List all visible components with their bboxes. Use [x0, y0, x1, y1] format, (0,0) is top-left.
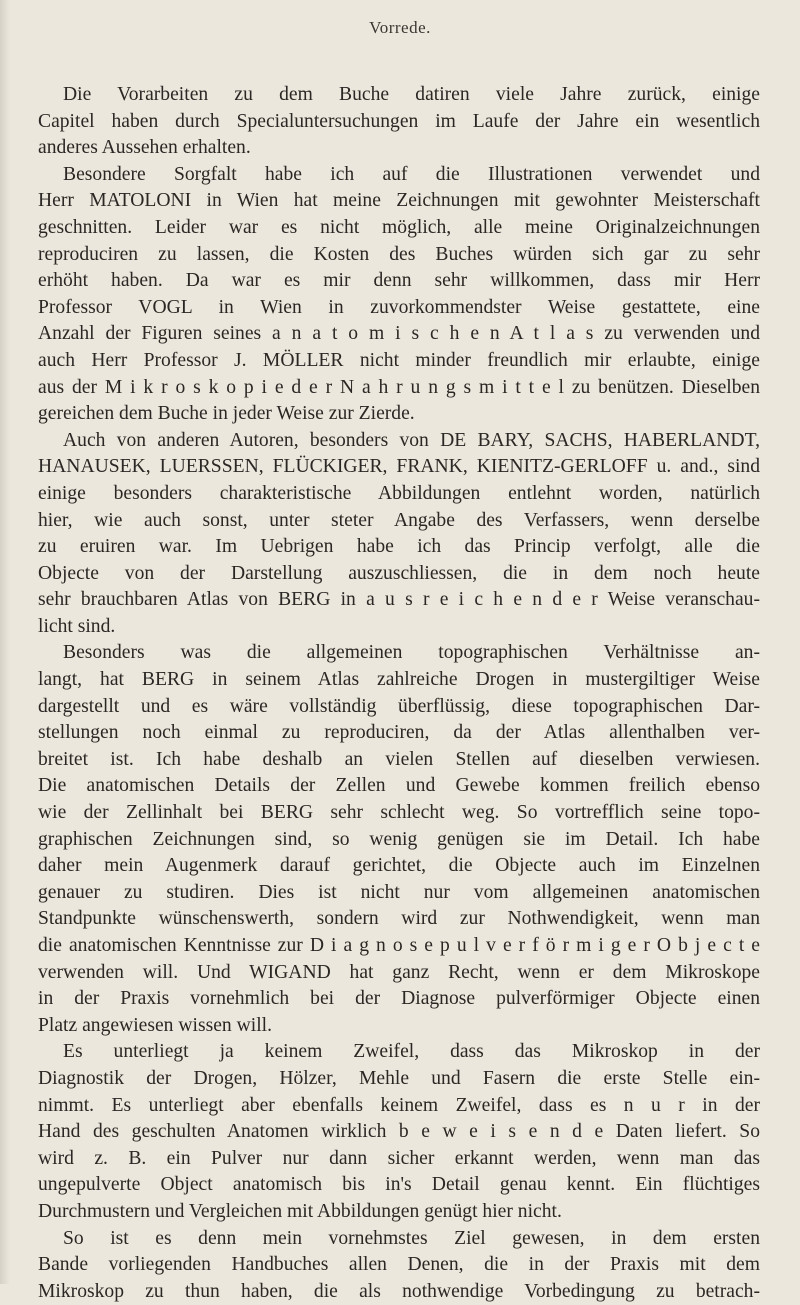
- running-title: Vorrede.: [369, 18, 431, 37]
- text-line: nimmt. Es unterliegt aber ebenfalls keinem Zweifel, dass es n u r in der: [38, 1094, 760, 1116]
- text-line: graphischen Zeichnungen sind, so wenig genügen sie im Detail. Ich habe: [38, 828, 760, 850]
- text-line: hier, wie auch sonst, unter steter Angabe des Verfassers, wenn derselbe: [38, 509, 760, 531]
- text-line: stellungen noch einmal zu reproduciren, da der Atlas allenthalben ver-: [38, 722, 760, 744]
- text-line: ungepulverte Object anatomisch bis in's Detail genau kennt. Ein flüchtiges: [38, 1174, 760, 1196]
- text-line: sehr brauchbaren Atlas von BERG in a u s r e i c h e n d e r Weise veranschau-: [38, 589, 760, 611]
- page-edge-shadow: [0, 0, 10, 1284]
- text-line: genauer zu studiren. Dies ist nicht nur vom allgemeinen anatomischen: [38, 881, 760, 903]
- text-line: verwenden will. Und WIGAND hat ganz Recht, wenn er dem Mikroskope: [38, 961, 760, 983]
- text-line: Standpunkte wünschenswerth, sondern wird zur Nothwendigkeit, wenn man: [38, 908, 760, 930]
- text-line: wie der Zellinhalt bei BERG sehr schlecht weg. So vortrefflich seine topo-: [38, 802, 760, 824]
- text-line: Diagnostik der Drogen, Hölzer, Mehle und Fasern die erste Stelle ein-: [38, 1067, 760, 1089]
- text-line: Anzahl der Figuren seines a n a t o m i s c h e n A t l a s zu verwenden und: [38, 323, 760, 345]
- text-line: zu eruiren war. Im Uebrigen habe ich das Princip verfolgt, alle die: [38, 536, 760, 558]
- text-line: Platz angewiesen wissen will.: [38, 1014, 272, 1036]
- text-line: licht sind.: [38, 615, 116, 637]
- text-line: Objecte von der Darstellung auszuschliessen, die in dem noch heute: [38, 562, 760, 584]
- text-line: in der Praxis vornehmlich bei der Diagnose pulverförmiger Objecte einen: [38, 988, 760, 1010]
- text-line: Bande vorliegenden Handbuches allen Denen, die in der Praxis mit dem: [38, 1254, 760, 1276]
- text-line: Mikroskop zu thun haben, die als nothwendige Vorbedingung zu betrach-: [38, 1280, 760, 1302]
- text-line: Die Vorarbeiten zu dem Buche datiren viele Jahre zurück, einige: [63, 84, 760, 105]
- text-line: erhöht haben. Da war es mir denn sehr willkommen, dass mir Herr: [38, 270, 760, 292]
- text-line: langt, hat BERG in seinem Atlas zahlreiche Drogen in mustergiltiger Weise: [38, 669, 760, 691]
- text-line: HANAUSEK, LUERSSEN, FLÜCKIGER, FRANK, KIENITZ-GERLOFF u. and., sind: [38, 456, 760, 478]
- text-line: auch Herr Professor J. MÖLLER nicht minder freundlich mir erlaubte, einige: [38, 349, 760, 371]
- text-line: dargestellt und es wäre vollständig überflüssig, diese topographischen Dar-: [38, 695, 760, 717]
- text-line: geschnitten. Leider war es nicht möglich, alle meine Originalzeichnungen: [38, 216, 760, 238]
- text-line: gereichen dem Buche in jeder Weise zur Zierde.: [38, 403, 415, 425]
- text-line: reproduciren zu lassen, die Kosten des Buches würden sich gar zu sehr: [38, 243, 760, 265]
- text-line: Besonders was die allgemeinen topographischen Verhältnisse an-: [63, 642, 760, 664]
- text-line: Es unterliegt ja keinem Zweifel, dass das Mikroskop in der: [63, 1041, 760, 1063]
- body-text: [38, 82, 760, 1305]
- text-line: daher mein Augenmerk darauf gerichtet, die Objecte auch im Einzelnen: [38, 855, 760, 877]
- text-line: Professor VOGL in Wien in zuvorkommendster Weise gestattete, eine: [38, 296, 760, 318]
- text-line: wird z. B. ein Pulver nur dann sicher erkannt werden, wenn man das: [38, 1147, 760, 1169]
- text-line: Capitel haben durch Specialuntersuchungen im Laufe der Jahre ein wesentlich: [38, 110, 760, 132]
- text-line: Hand des geschulten Anatomen wirklich b e w e i s e n d e Daten liefert. So: [38, 1121, 760, 1143]
- text-line: anderes Aussehen erhalten.: [38, 137, 251, 159]
- text-line: Besondere Sorgfalt habe ich auf die Illustrationen verwendet und: [63, 163, 760, 185]
- text-line: die anatomischen Kenntnisse zur D i a g n o s e p u l v e r f ö r m i g e r O b j e c t e: [38, 935, 760, 956]
- text-line: breitet ist. Ich habe deshalb an vielen Stellen auf dieselben verwiesen.: [38, 748, 760, 770]
- text-line: einige besonders charakteristische Abbildungen entlehnt worden, natürlich: [38, 482, 760, 504]
- text-line: Auch von anderen Autoren, besonders von DE BARY, SACHS, HABERLANDT,: [63, 429, 760, 451]
- text-line: aus der M i k r o s k o p i e d e r N a h r u n g s m i t t e l zu benützen. Dieselben: [38, 376, 760, 398]
- text-line: So ist es denn mein vornehmstes Ziel gewesen, in dem ersten: [63, 1227, 760, 1249]
- text-line: Herr MATOLONI in Wien hat meine Zeichnungen mit gewohnter Meisterschaft: [38, 190, 760, 212]
- text-line: Durchmustern und Vergleichen mit Abbildungen genügt hier nicht.: [38, 1200, 562, 1222]
- text-line: Die anatomischen Details der Zellen und Gewebe kommen freilich ebenso: [38, 775, 760, 797]
